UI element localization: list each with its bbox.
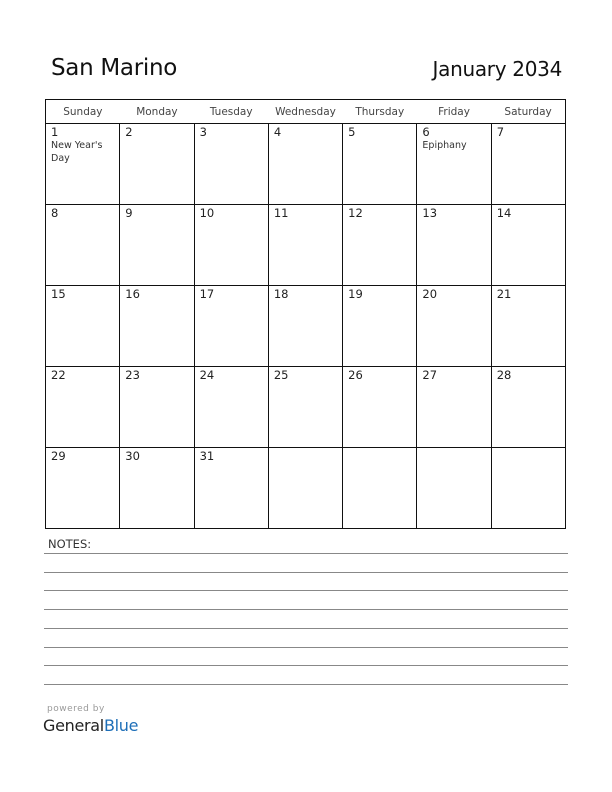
note-line — [44, 665, 568, 666]
day-cell — [268, 367, 342, 448]
day-cell — [491, 367, 565, 448]
day-cell — [120, 448, 194, 529]
day-number: 2 — [125, 125, 133, 139]
day-cell — [268, 124, 342, 205]
day-number: 12 — [348, 206, 363, 220]
weekday-friday: Friday — [417, 100, 491, 124]
day-cell — [491, 205, 565, 286]
day-cell — [46, 286, 120, 367]
day-cell — [268, 205, 342, 286]
note-line — [44, 553, 568, 554]
day-number: 14 — [496, 206, 512, 220]
day-cell — [120, 124, 194, 205]
week-row — [46, 286, 566, 367]
month-year-title: January 2034 — [432, 57, 562, 81]
day-number: 13 — [422, 206, 438, 220]
brand-general: General — [43, 716, 104, 735]
day-number: 4 — [273, 125, 282, 139]
day-cell — [417, 124, 491, 205]
day-cell — [120, 205, 194, 286]
day-number: 9 — [125, 206, 133, 220]
day-cell — [120, 367, 194, 448]
day-cell — [268, 448, 342, 529]
week-row — [46, 367, 566, 448]
calendar-grid — [45, 99, 566, 529]
day-cell — [194, 205, 268, 286]
day-number: 28 — [496, 368, 512, 382]
week-row — [46, 448, 566, 529]
day-number: 20 — [422, 287, 438, 301]
day-number: 29 — [51, 449, 66, 463]
note-line — [44, 609, 568, 610]
day-number: 1 — [51, 125, 59, 139]
weekday-header-row — [46, 100, 566, 124]
day-number: 21 — [496, 287, 512, 301]
day-number: 23 — [125, 368, 140, 382]
day-cell — [46, 448, 120, 529]
day-cell — [46, 205, 120, 286]
day-number: 8 — [51, 206, 59, 220]
week-row — [46, 124, 566, 205]
day-number: 27 — [422, 368, 438, 382]
day-cell — [120, 286, 194, 367]
day-cell — [343, 205, 417, 286]
day-number: 30 — [125, 449, 140, 463]
day-number: 22 — [51, 368, 66, 382]
day-cell — [343, 286, 417, 367]
day-number: 7 — [496, 125, 505, 139]
day-number: 25 — [273, 368, 289, 382]
day-number: 5 — [348, 125, 356, 139]
day-cell — [343, 124, 417, 205]
weekday-saturday: Saturday — [491, 100, 565, 124]
day-number: 18 — [273, 287, 289, 301]
holiday-label: Epiphany — [422, 140, 467, 151]
weekday-thursday: Thursday — [343, 100, 417, 124]
day-cell — [46, 124, 120, 205]
day-number: 10 — [199, 206, 215, 220]
weekday-sunday: Sunday — [46, 100, 120, 124]
week-row — [46, 205, 566, 286]
note-line — [44, 590, 568, 591]
day-number: 16 — [125, 287, 140, 301]
day-number: 6 — [422, 125, 430, 139]
day-number: 26 — [348, 368, 363, 382]
weekday-tuesday: Tuesday — [194, 100, 268, 124]
day-cell — [194, 367, 268, 448]
day-cell — [417, 286, 491, 367]
day-cell — [194, 286, 268, 367]
generalblue-logo — [43, 716, 138, 735]
day-cell — [46, 367, 120, 448]
day-cell — [343, 448, 417, 529]
day-number: 17 — [199, 287, 215, 301]
day-number: 15 — [51, 287, 66, 301]
day-cell — [194, 448, 268, 529]
weekday-wednesday: Wednesday — [268, 100, 342, 124]
weekday-monday: Monday — [120, 100, 194, 124]
country-title: San Marino — [51, 55, 178, 81]
day-number: 24 — [199, 368, 215, 382]
day-cell — [491, 286, 565, 367]
day-cell — [194, 124, 268, 205]
day-cell — [417, 367, 491, 448]
day-number: 3 — [199, 125, 207, 139]
note-line — [44, 647, 568, 648]
day-cell — [417, 205, 491, 286]
day-cell — [491, 448, 565, 529]
day-cell — [268, 286, 342, 367]
note-line — [44, 572, 568, 573]
powered-by-text: powered by — [47, 704, 105, 714]
notes-label: NOTES: — [48, 537, 92, 551]
day-number: 11 — [273, 206, 289, 220]
day-number: 31 — [199, 449, 215, 463]
holiday-label: New Year's Day — [51, 140, 103, 164]
note-line — [44, 628, 568, 629]
day-number: 19 — [348, 287, 363, 301]
note-line — [44, 684, 568, 685]
day-cell — [417, 448, 491, 529]
day-cell — [491, 124, 565, 205]
brand-blue: Blue — [103, 716, 139, 735]
day-cell — [343, 367, 417, 448]
